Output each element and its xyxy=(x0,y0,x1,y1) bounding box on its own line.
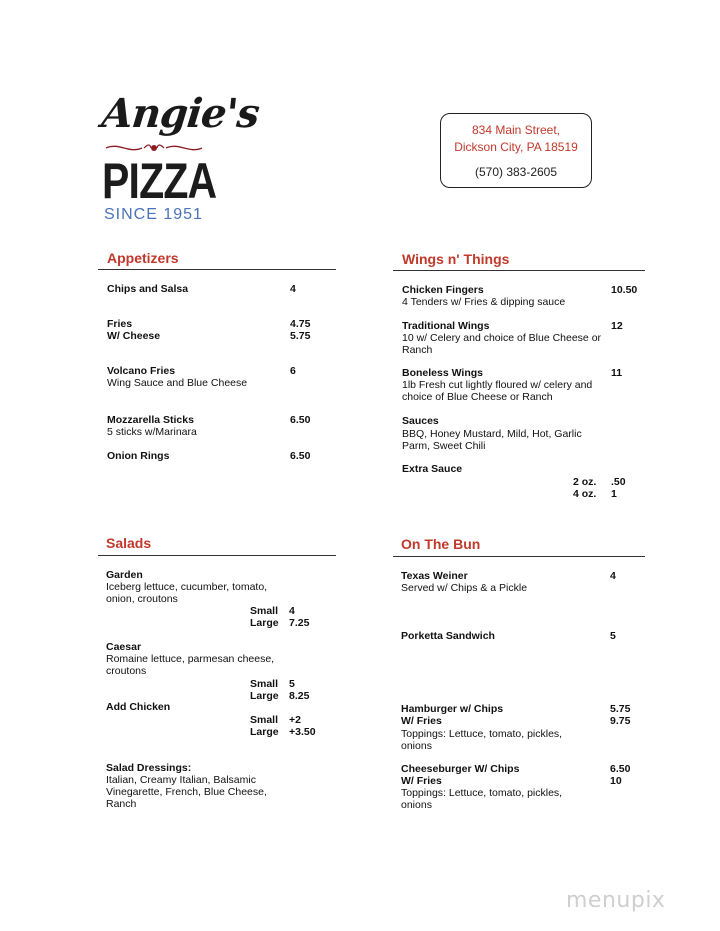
size-price: 1 xyxy=(611,488,617,500)
menu-item-desc: Iceberg lettuce, cucumber, tomato, xyxy=(106,581,268,593)
menu-item-desc: Wing Sauce and Blue Cheese xyxy=(107,377,248,389)
menu-item-name: Texas Weiner xyxy=(401,570,468,582)
menu-item-price: 6 xyxy=(290,365,296,377)
menu-item-price: 6.50 xyxy=(290,414,311,426)
menu-item-name: Caesar xyxy=(106,641,142,653)
size-label: Small xyxy=(250,605,279,617)
section-divider xyxy=(393,270,645,271)
size-price: +3.50 xyxy=(289,726,316,738)
menu-item-name: Fries xyxy=(107,318,133,330)
menu-item-variant: W/ Fries xyxy=(401,775,442,787)
menu-item-price: 5.75 xyxy=(290,330,311,342)
menu-item-desc: Romaine lettuce, parmesan cheese, xyxy=(106,653,275,665)
menu-item-name: Boneless Wings xyxy=(402,367,484,379)
address-city: Dickson City, PA 18519 xyxy=(454,140,578,154)
menu-item-price: 6.50 xyxy=(290,450,311,462)
logo-script-name: Angie's xyxy=(99,90,262,137)
menu-item-desc: onion, croutons xyxy=(106,593,178,605)
menu-item-desc: Toppings: Lettuce, tomato, pickles, xyxy=(401,728,563,740)
menu-item-name: Extra Sauce xyxy=(402,463,463,475)
size-price: 8.25 xyxy=(289,690,310,702)
size-price: +2 xyxy=(289,714,301,726)
menu-item-desc: Ranch xyxy=(106,798,137,810)
address-box xyxy=(440,113,592,188)
size-price: 5 xyxy=(289,678,295,690)
menu-item-name: Garden xyxy=(106,569,143,581)
section-title-salads: Salads xyxy=(106,535,152,551)
menu-item-price: 10 xyxy=(610,775,622,787)
phone-number: (570) 383-2605 xyxy=(474,165,558,179)
menu-item-name: Cheeseburger W/ Chips xyxy=(401,763,520,775)
size-label: Small xyxy=(250,678,279,690)
section-divider xyxy=(98,269,336,270)
menu-item-price: 5 xyxy=(610,630,616,642)
menu-item-desc: Served w/ Chips & a Pickle xyxy=(401,582,528,594)
menu-item-name: Porketta Sandwich xyxy=(401,630,495,642)
menu-item-name: Hamburger w/ Chips xyxy=(401,703,504,715)
menu-item-variant: W/ Fries xyxy=(401,715,442,727)
section-title-wings: Wings n' Things xyxy=(402,251,510,267)
menu-item-price: 6.50 xyxy=(610,763,631,775)
menu-item-price: 12 xyxy=(611,320,623,332)
menu-item-price: 4 xyxy=(290,283,296,295)
menu-item-desc: Vinegarette, French, Blue Cheese, xyxy=(106,786,267,798)
menu-item-desc: Toppings: Lettuce, tomato, pickles, xyxy=(401,787,563,799)
menu-item-name: Sauces xyxy=(402,415,439,427)
size-label: 4 oz. xyxy=(573,488,597,500)
menu-item-price: 10.50 xyxy=(611,284,638,296)
size-label: Large xyxy=(250,690,279,702)
address-street: 834 Main Street, xyxy=(471,123,561,137)
menu-item-desc: croutons xyxy=(106,665,147,677)
size-price: 7.25 xyxy=(289,617,310,629)
size-label: 2 oz. xyxy=(573,476,597,488)
watermark: menupix xyxy=(566,888,666,913)
menu-item-desc: choice of Blue Cheese or Ranch xyxy=(402,391,553,403)
section-divider xyxy=(98,555,336,556)
menu-item-price: 4 xyxy=(610,570,616,582)
size-price: 4 xyxy=(289,605,295,617)
menu-item-desc: 5 sticks w/Marinara xyxy=(107,426,197,438)
menu-item-desc: 1lb Fresh cut lightly floured w/ celery and xyxy=(402,379,593,391)
menu-item-desc: 4 Tenders w/ Fries & dipping sauce xyxy=(402,296,566,308)
menu-item-price: 11 xyxy=(611,367,623,379)
menu-item-desc: BBQ, Honey Mustard, Mild, Hot, Garlic xyxy=(402,428,582,440)
menu-item-price: 4.75 xyxy=(290,318,311,330)
menu-item-name: Chips and Salsa xyxy=(107,283,189,295)
menu-item-desc: 10 w/ Celery and choice of Blue Cheese or xyxy=(402,332,602,344)
menu-item-price: 5.75 xyxy=(610,703,631,715)
menu-item-name: Volcano Fries xyxy=(107,365,176,377)
section-title-on-the-bun: On The Bun xyxy=(401,536,481,552)
size-label: Large xyxy=(250,617,279,629)
section-title-appetizers: Appetizers xyxy=(107,250,179,266)
menu-item-price: 9.75 xyxy=(610,715,631,727)
logo-wordmark: PIZZA xyxy=(102,153,217,209)
menu-item-name: Traditional Wings xyxy=(402,320,490,332)
menu-item-desc: onions xyxy=(401,740,432,752)
size-label: Small xyxy=(250,714,279,726)
size-label: Large xyxy=(250,726,279,738)
menu-item-name: Mozzarella Sticks xyxy=(107,414,194,426)
menu-item-desc: onions xyxy=(401,799,432,811)
menu-item-desc: Italian, Creamy Italian, Balsamic xyxy=(106,774,256,786)
section-divider xyxy=(393,556,645,557)
menu-item-name: Onion Rings xyxy=(107,450,170,462)
logo-since: SINCE 1951 xyxy=(104,206,203,223)
menu-item-desc: Parm, Sweet Chili xyxy=(402,440,486,452)
menu-item-variant: W/ Cheese xyxy=(107,330,161,342)
menu-item-name: Salad Dressings: xyxy=(106,762,192,774)
menu-item-desc: Ranch xyxy=(402,344,433,356)
menu-item-name: Add Chicken xyxy=(106,701,171,713)
size-price: .50 xyxy=(611,476,626,488)
menu-item-name: Chicken Fingers xyxy=(402,284,484,296)
